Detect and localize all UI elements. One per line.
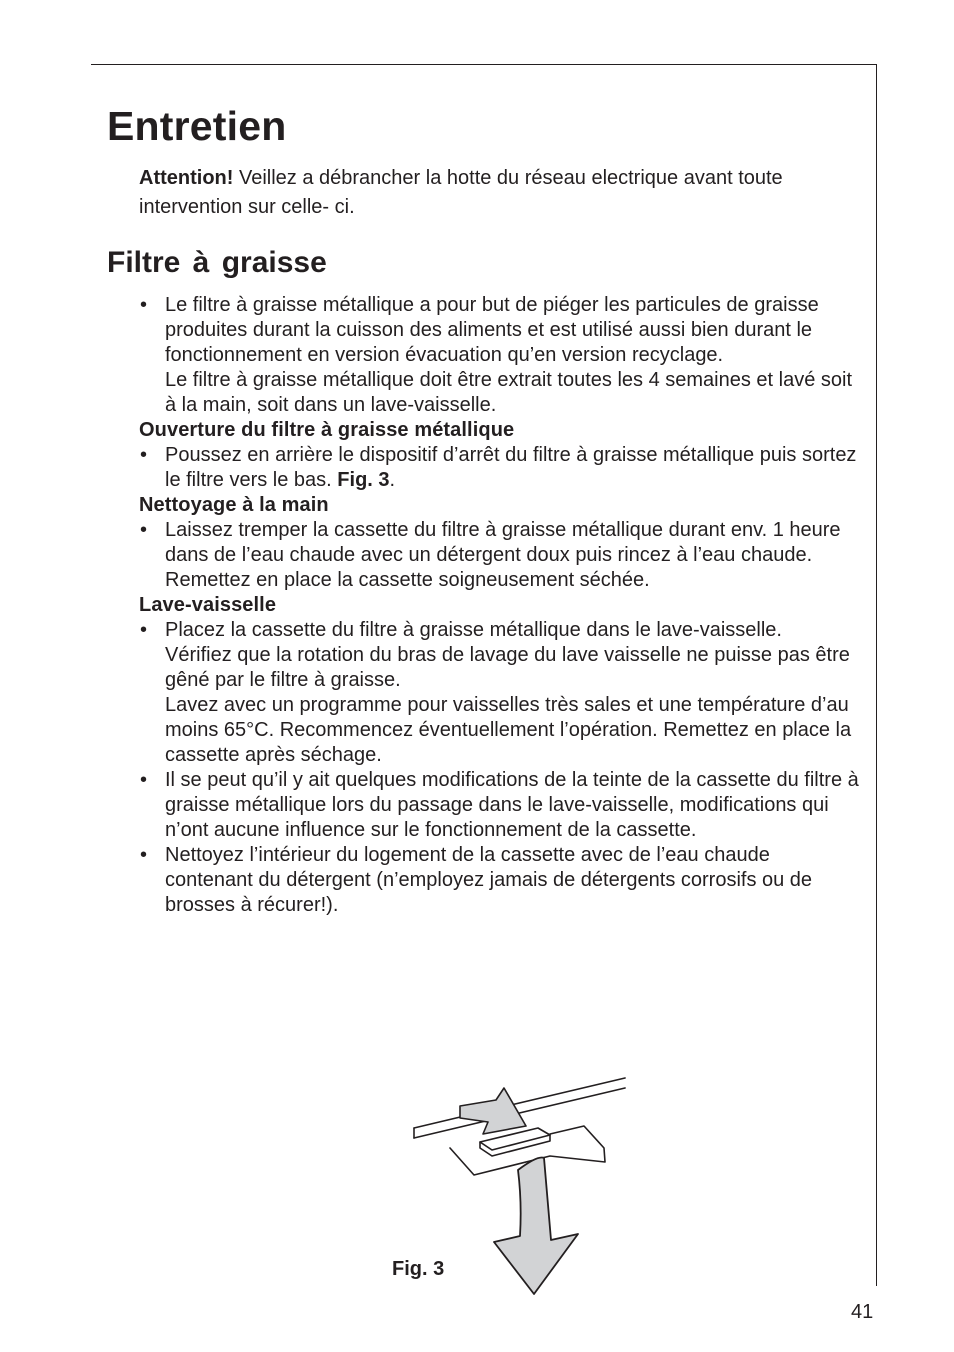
right-rule (876, 64, 877, 1286)
figure-reference: Fig. 3 (337, 469, 390, 491)
push-arrow (460, 1088, 526, 1134)
figure-caption: Fig. 3 (392, 1258, 445, 1280)
bullet: • (140, 844, 148, 866)
intro-paragraph-2: Le filtre à graisse métallique doit être extrait toutes les 4 semaines et lavé soit à la main, soit dans un lave-vaisselle. (165, 369, 853, 416)
attention-text: Veillez a débrancher la hotte du réseau electrique avant toute intervention sur celle- ci. (139, 167, 783, 218)
bullet: • (140, 519, 148, 541)
bullet: • (140, 619, 148, 641)
list-item-hand-cleaning (139, 518, 859, 593)
list-item-opening (139, 443, 859, 493)
list-item-housing (139, 843, 859, 918)
attention-label: Attention! (139, 167, 234, 189)
top-rule (91, 64, 877, 65)
section-title: Filtre à graisse (107, 246, 327, 279)
tint-paragraph: Il se peut qu’il y ait quelques modifications de la teinte de la cassette du filtre à graisse métallique lors du passage dans le lave-vaisselle, modifications qui n’ont aucune influence sur le fonctionnement de la cassette. (165, 769, 859, 841)
list-item-intro (139, 293, 859, 418)
opening-text: Poussez en arrière le dispositif d’arrêt du filtre à graisse métallique puis sortez le filtre vers le bas. (165, 444, 857, 491)
opening-end: . (389, 469, 396, 491)
housing-paragraph: Nettoyez l’intérieur du logement de la cassette avec de l’eau chaude contenant du détergent (n’employez jamais de détergents corrosifs ou de brosses à récurer!). (165, 844, 813, 916)
bullet: • (140, 444, 148, 466)
intro-paragraph-1: Le filtre à graisse métallique a pour but de piéger les particules de graisse produites durant la cuisson des aliments et est utilisé aussi bien durant le fonctionnement en version évacuation qu’en version recyclage. (165, 294, 819, 366)
dishwasher-paragraph-3: Lavez avec un programme pour vaisselles très sales et une température d’au moins 65°C. Recommencez éventuellement l’opération. Remettez en place la cassette après séchage. (165, 694, 852, 766)
hand-cleaning-paragraph: Laissez tremper la cassette du filtre à graisse métallique durant env. 1 heure dans de l’eau chaude avec un détergent doux puis rincez à l’eau chaude. Remettez en place la cassette soigneusement séchée. (165, 519, 841, 591)
opening-heading: Ouverture du filtre à graisse métallique (139, 419, 515, 441)
dishwasher-paragraph-1: Placez la cassette du filtre à graisse métallique dans le lave-vaisselle. (165, 619, 782, 641)
list-item-tint (139, 768, 859, 843)
dishwasher-heading: Lave-vaisselle (139, 594, 277, 616)
dishwasher-paragraph-2: Vérifiez que la rotation du bras de lavage du lave vaisselle ne puisse pas être gêné par le filtre à graisse. (165, 644, 850, 691)
instructions (139, 293, 859, 918)
bullet: • (140, 294, 148, 316)
list-item-dishwasher (139, 618, 859, 768)
page-title: Entretien (107, 103, 287, 149)
page-number: 41 (851, 1301, 874, 1323)
pull-down-arrow (494, 1158, 578, 1295)
opening-paragraph (165, 443, 859, 493)
hand-cleaning-heading: Nettoyage à la main (139, 494, 329, 516)
bullet: • (140, 769, 148, 791)
attention-note (139, 164, 829, 222)
